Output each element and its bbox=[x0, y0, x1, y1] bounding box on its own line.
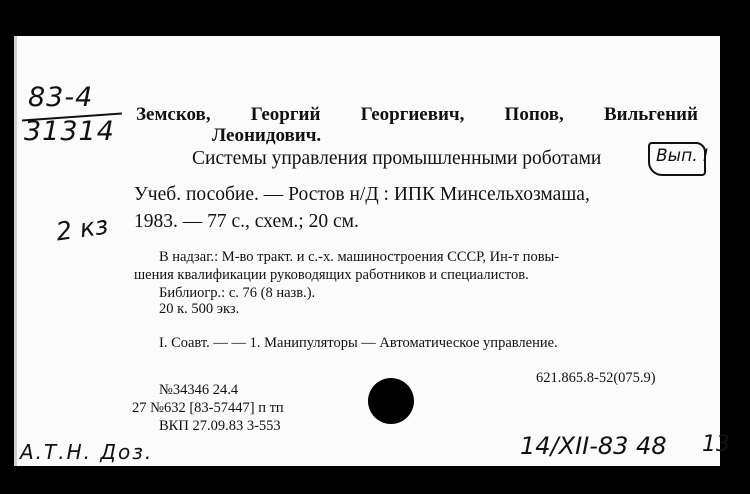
handwritten-edge-mark: 13 bbox=[702, 432, 730, 457]
accession-line-2: 27 №632 [83-57447] п тп bbox=[132, 400, 284, 416]
call-number-bottom: 31314 bbox=[24, 116, 115, 147]
catalog-card bbox=[14, 36, 730, 466]
author-word: Земсков, bbox=[136, 104, 211, 125]
title-line-2: Учеб. пособие. — Ростов н/Д : ИПК Минсельхозмаша, bbox=[134, 184, 590, 205]
handwritten-left-note: 2 кз bbox=[54, 210, 111, 247]
author-word: Георгиевич, bbox=[360, 104, 465, 125]
publisher-note-line-2: шения квалификации руководящих работников и специалистов. bbox=[134, 267, 529, 283]
handwritten-bottom-right: 14/XII-83 48 bbox=[520, 432, 667, 460]
volume-mark: Вып. I bbox=[656, 146, 709, 166]
copies-note: 20 к. 500 экз. bbox=[159, 301, 240, 317]
subject-tracings: I. Соавт. — — 1. Манипуляторы — Автоматическое управление. bbox=[159, 335, 558, 351]
title-line-1: Системы управления промышленными роботами bbox=[192, 148, 602, 169]
call-number-top: 83-4 bbox=[28, 82, 94, 113]
accession-line-3: ВКП 27.09.83 3-553 bbox=[159, 418, 281, 434]
classification-number: 621.865.8-52(075.9) bbox=[536, 370, 656, 386]
handwritten-bottom-left: А.Т.Н. Доз. bbox=[20, 440, 154, 464]
publisher-note-line-1: В надзаг.: М-во тракт. и с.-х. машиностроения СССР, Ин-т повы- bbox=[159, 249, 560, 265]
author-word: Вильгений bbox=[603, 104, 698, 125]
authors-line-2: Леонидович. bbox=[212, 125, 322, 146]
authors-line-1 bbox=[136, 104, 698, 126]
bibliography-note: Библиогр.: с. 76 (8 назв.). bbox=[159, 285, 316, 301]
author-word: Георгий bbox=[250, 104, 321, 125]
punch-hole bbox=[368, 378, 414, 424]
author-word: Попов, bbox=[504, 104, 564, 125]
title-line-3: 1983. — 77 с., схем.; 20 см. bbox=[134, 211, 359, 232]
accession-line-1: №34346 24.4 bbox=[159, 382, 239, 398]
